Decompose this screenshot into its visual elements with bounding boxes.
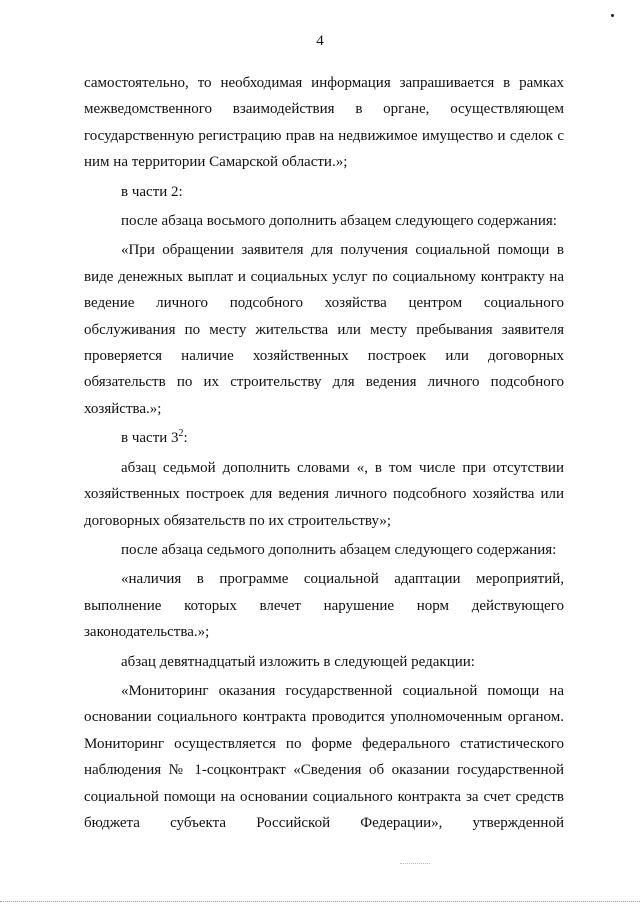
document-body [84,70,564,836]
paragraph-instruction-nineteenth: абзац девятнадцатый изложить в следующей редакции: [121,653,475,670]
paragraph-quoted-insert-verification: «При обращении заявителя для получения социальной помощи в виде денежных выплат и социальных услуг по социальному контракту на ведение личного подсобного хозяйства центром социального обслуживания по месту жительства или месту пребывания заявителя проверяется наличие хозяйственных построек или договорных обязательств по их строительству для ведения личного подсобного хозяйства.»; [84,242,564,417]
part-heading-suffix: : [183,430,188,447]
page-number: 4 [316,33,324,49]
paragraph-instruction-add-after-eighth: после абзаца восьмого дополнить абзацем следующего содержания: [121,213,557,230]
paragraph-seventh-supplement: абзац седьмой дополнить словами «, в том числе при отсутствии хозяйственных построек для ведения личного подсобного хозяйства или договорных обязательств по их строительству»; [84,459,564,529]
scan-artifact [400,863,430,865]
scan-mark [611,14,614,17]
paragraph-continuation: самостоятельно, то необходимая информация запрашивается в рамках межведомственного взаимодействия в органе, осуществляющем государственную регистрацию прав на недвижимое имущество и сделок с ним на территории Самарской области.»; [84,75,564,171]
paragraph-quoted-insert-program: «наличия в программе социальной адаптации мероприятий, выполнение которых влечет нарушение норм действующего законодательства.»; [84,571,564,641]
paragraph-part-3-2-heading [84,425,564,451]
paragraph-part-2-heading: в части 2: [121,183,183,200]
page-bottom-edge [0,901,640,903]
part-heading-superscript: 2 [178,428,184,440]
paragraph-instruction-add-after-seventh: после абзаца седьмого дополнить абзацем следующего содержания: [121,541,557,558]
paragraph-quoted-insert-monitoring: «Мониторинг оказания государственной социальной помощи на основании социального контракта проводится уполномоченным органом. Мониторинг осуществляется по форме федерального статистического наблюдения № 1-соцконтракт «Сведения об оказании государственной социальной помощи на основании социального контракта за счет средств бюджета субъекта Российской Федерации», утвержденной [84,682,564,831]
part-heading-text: в части 3 [121,430,179,447]
